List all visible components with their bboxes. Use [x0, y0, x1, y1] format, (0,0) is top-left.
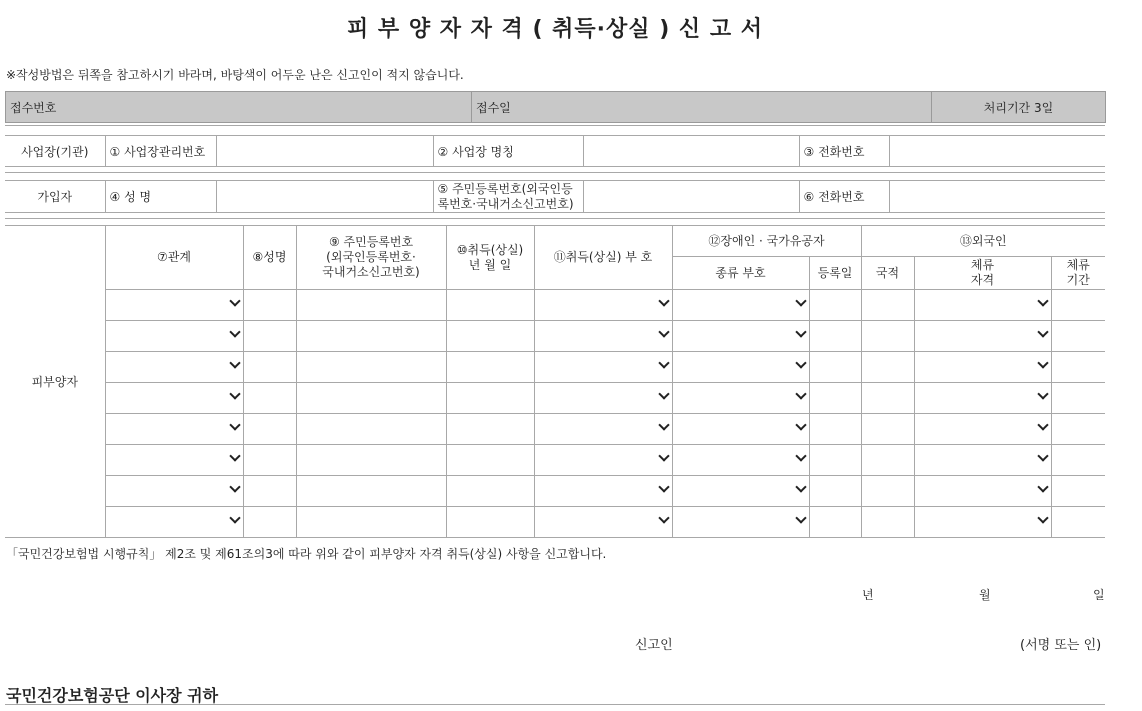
name-field[interactable] [243, 290, 296, 321]
chevron-down-icon[interactable] [658, 357, 669, 368]
relation-select[interactable] [105, 290, 243, 321]
chevron-down-icon[interactable] [658, 295, 669, 306]
chevron-down-icon[interactable] [229, 357, 240, 368]
header-stay-period-line1: 체류 [1066, 258, 1090, 272]
rrn-field[interactable] [296, 383, 446, 414]
receipt-number-label: 접수번호 [10, 100, 57, 115]
header-rrn-line3: 국내거소신고번호) [322, 265, 420, 279]
dependents-section-label: 피부양자 [5, 226, 105, 538]
chevron-down-icon[interactable] [229, 512, 240, 523]
disabled-type-select[interactable] [672, 383, 809, 414]
relation-select[interactable] [105, 445, 243, 476]
dependents-table [5, 225, 1105, 538]
subscriber-rrn-label [433, 181, 583, 213]
header-rrn-line1: ⑨ 주민등록번호 [328, 235, 414, 249]
stay-status-select[interactable] [914, 445, 1051, 476]
rrn-field[interactable] [296, 507, 446, 538]
chevron-down-icon[interactable] [1037, 357, 1048, 368]
stay-period-field[interactable] [1051, 321, 1105, 352]
disabled-reg-field[interactable] [809, 476, 861, 507]
stay-period-field[interactable] [1051, 383, 1105, 414]
workplace-mgmt-no-field[interactable] [216, 136, 433, 167]
header-stay-period [1051, 257, 1105, 290]
header-name: ⑧성명 [243, 226, 296, 290]
workplace-label: 사업장(기관) [5, 136, 105, 167]
legal-statement: 「국민건강보험법 시행규칙」 제2조 및 제61조의3에 따라 위와 같이 피부양자 자격 취득(상실) 사항을 신고합니다. [6, 547, 607, 561]
dependent-row [5, 383, 1105, 414]
processing-period-cell [932, 92, 1106, 123]
disabled-type-select[interactable] [672, 414, 809, 445]
dependent-row [5, 352, 1105, 383]
disabled-reg-field[interactable] [809, 321, 861, 352]
code-select[interactable] [534, 290, 672, 321]
disabled-type-select[interactable] [672, 321, 809, 352]
date-month-label: 월 [979, 588, 991, 602]
name-field[interactable] [243, 507, 296, 538]
subscriber-name-field[interactable] [216, 181, 433, 213]
chevron-down-icon[interactable] [658, 450, 669, 461]
workplace-name-field[interactable] [583, 136, 799, 167]
name-field[interactable] [243, 476, 296, 507]
header-stay-period-line2: 기간 [1066, 273, 1090, 287]
chevron-down-icon[interactable] [1037, 326, 1048, 337]
name-field[interactable] [243, 445, 296, 476]
header-disabled-reg: 등록일 [809, 257, 861, 290]
rrn-field[interactable] [296, 352, 446, 383]
chevron-down-icon[interactable] [1037, 481, 1048, 492]
date-field[interactable] [446, 476, 534, 507]
code-select[interactable] [534, 507, 672, 538]
name-field[interactable] [243, 414, 296, 445]
stay-period-field[interactable] [1051, 445, 1105, 476]
code-select[interactable] [534, 445, 672, 476]
workplace-phone-label: ③ 전화번호 [799, 136, 889, 167]
chevron-down-icon[interactable] [1037, 512, 1048, 523]
chevron-down-icon[interactable] [1037, 295, 1048, 306]
disabled-type-select[interactable] [672, 290, 809, 321]
code-select[interactable] [534, 476, 672, 507]
processing-period-label: 처리기간 3일 [983, 100, 1054, 115]
header-code: ⑪취득(상실) 부 호 [534, 226, 672, 290]
date-day-label: 일 [1093, 588, 1105, 602]
chevron-down-icon[interactable] [229, 326, 240, 337]
nationality-field[interactable] [861, 445, 914, 476]
stay-status-select[interactable] [914, 507, 1051, 538]
rrn-field[interactable] [296, 290, 446, 321]
header-stay-status-line2: 자격 [970, 273, 995, 287]
date-year-label: 년 [862, 588, 874, 602]
divider [5, 125, 1105, 126]
workplace-name-label: ② 사업장 명칭 [433, 136, 583, 167]
stay-status-select[interactable] [914, 414, 1051, 445]
form-title: 피 부 양 자 자 격 ( 취득·상실 ) 신 고 서 [347, 17, 763, 42]
code-select[interactable] [534, 383, 672, 414]
disabled-reg-field[interactable] [809, 383, 861, 414]
subscriber-name-label: ④ 성 명 [105, 181, 216, 213]
date-field[interactable] [446, 445, 534, 476]
date-field[interactable] [446, 383, 534, 414]
subscriber-rrn-label-line2: 록번호·국내거소신고번호) [437, 196, 574, 211]
header-foreigner: ⑬외국인 [861, 226, 1105, 257]
footer-divider [5, 704, 1105, 705]
date-field[interactable] [446, 507, 534, 538]
relation-select[interactable] [105, 383, 243, 414]
header-nationality: 국적 [861, 257, 914, 290]
dependent-row [5, 414, 1105, 445]
disabled-reg-field[interactable] [809, 352, 861, 383]
receipt-date-cell [472, 92, 932, 123]
header-date-line2: 년 월 일 [468, 257, 512, 272]
reporter-label: 신고인 [635, 638, 673, 653]
chevron-down-icon[interactable] [1037, 450, 1048, 461]
chevron-down-icon[interactable] [658, 388, 669, 399]
nationality-field[interactable] [861, 290, 914, 321]
rrn-field[interactable] [296, 414, 446, 445]
stay-period-field[interactable] [1051, 352, 1105, 383]
chevron-down-icon[interactable] [795, 295, 806, 306]
disabled-type-select[interactable] [672, 476, 809, 507]
disabled-type-select[interactable] [672, 507, 809, 538]
subscriber-phone-field[interactable] [889, 181, 1105, 213]
stay-status-select[interactable] [914, 290, 1051, 321]
receipt-number-cell [6, 92, 472, 123]
stay-period-field[interactable] [1051, 507, 1105, 538]
name-field[interactable] [243, 383, 296, 414]
chevron-down-icon[interactable] [229, 388, 240, 399]
stay-period-field[interactable] [1051, 476, 1105, 507]
date-field[interactable] [446, 290, 534, 321]
code-select[interactable] [534, 352, 672, 383]
signature-label: (서명 또는 인) [1020, 638, 1102, 653]
dependent-row [5, 290, 1105, 321]
relation-select[interactable] [105, 507, 243, 538]
name-field[interactable] [243, 321, 296, 352]
stay-status-select[interactable] [914, 476, 1051, 507]
chevron-down-icon[interactable] [795, 357, 806, 368]
header-rrn [296, 226, 446, 290]
chevron-down-icon[interactable] [229, 295, 240, 306]
header-rrn-line2: (외국인등록번호· [326, 250, 416, 264]
receipt-date-label: 접수일 [476, 100, 511, 115]
header-date [446, 226, 534, 290]
chevron-down-icon[interactable] [658, 326, 669, 337]
chevron-down-icon[interactable] [229, 450, 240, 461]
nationality-field[interactable] [861, 352, 914, 383]
name-field[interactable] [243, 352, 296, 383]
code-select[interactable] [534, 321, 672, 352]
instruction-note: ※작성방법은 뒤쪽을 참고하시기 바라며, 바탕색이 어두운 난은 신고인이 적지 않습니다. [6, 68, 464, 82]
dependent-row [5, 476, 1105, 507]
divider [5, 218, 1105, 219]
header-stay-status-line1: 체류 [970, 258, 995, 272]
subscriber-phone-label: ⑥ 전화번호 [799, 181, 889, 213]
workplace-mgmt-no-label: ① 사업장관리번호 [105, 136, 216, 167]
header-disabled-type: 종류 부호 [672, 257, 809, 290]
chevron-down-icon[interactable] [1037, 388, 1048, 399]
relation-select[interactable] [105, 321, 243, 352]
chevron-down-icon[interactable] [795, 388, 806, 399]
header-stay-status [914, 257, 1051, 290]
subscriber-rrn-label-line1: ⑤ 주민등록번호(외국인등 [437, 181, 573, 196]
chevron-down-icon[interactable] [229, 419, 240, 430]
subscriber-label: 가입자 [5, 181, 105, 213]
nationality-field[interactable] [861, 414, 914, 445]
stay-status-select[interactable] [914, 352, 1051, 383]
stay-period-field[interactable] [1051, 414, 1105, 445]
workplace-phone-field[interactable] [889, 136, 1105, 167]
chevron-down-icon[interactable] [1037, 419, 1048, 430]
header-relation: ⑦관계 [105, 226, 243, 290]
chevron-down-icon[interactable] [229, 481, 240, 492]
chevron-down-icon[interactable] [658, 419, 669, 430]
nationality-field[interactable] [861, 321, 914, 352]
dependent-row [5, 445, 1105, 476]
disabled-reg-field[interactable] [809, 507, 861, 538]
addressee: 국민건강보험공단 이사장 귀하 [6, 686, 219, 705]
dependent-row [5, 507, 1105, 538]
stay-status-select[interactable] [914, 321, 1051, 352]
nationality-field[interactable] [861, 507, 914, 538]
date-field[interactable] [446, 414, 534, 445]
relation-select[interactable] [105, 352, 243, 383]
disabled-type-select[interactable] [672, 352, 809, 383]
code-select[interactable] [534, 414, 672, 445]
rrn-field[interactable] [296, 445, 446, 476]
chevron-down-icon[interactable] [795, 450, 806, 461]
divider [5, 172, 1105, 173]
rrn-field[interactable] [296, 476, 446, 507]
rrn-field[interactable] [296, 321, 446, 352]
nationality-field[interactable] [861, 383, 914, 414]
subscriber-rrn-field[interactable] [583, 181, 799, 213]
chevron-down-icon[interactable] [795, 512, 806, 523]
header-date-line1: ⑩취득(상실) [456, 242, 524, 257]
disabled-reg-field[interactable] [809, 414, 861, 445]
workplace-table [5, 135, 1105, 167]
date-field[interactable] [446, 321, 534, 352]
dependent-row [5, 321, 1105, 352]
stay-period-field[interactable] [1051, 290, 1105, 321]
chevron-down-icon[interactable] [795, 481, 806, 492]
chevron-down-icon[interactable] [658, 512, 669, 523]
disabled-reg-field[interactable] [809, 445, 861, 476]
relation-select[interactable] [105, 414, 243, 445]
relation-select[interactable] [105, 476, 243, 507]
nationality-field[interactable] [861, 476, 914, 507]
stay-status-select[interactable] [914, 383, 1051, 414]
chevron-down-icon[interactable] [658, 481, 669, 492]
disabled-type-select[interactable] [672, 445, 809, 476]
header-disabled: ⑫장애인 · 국가유공자 [672, 226, 861, 257]
chevron-down-icon[interactable] [795, 419, 806, 430]
chevron-down-icon[interactable] [795, 326, 806, 337]
receipt-table [5, 91, 1106, 123]
disabled-reg-field[interactable] [809, 290, 861, 321]
subscriber-table [5, 180, 1105, 213]
date-field[interactable] [446, 352, 534, 383]
